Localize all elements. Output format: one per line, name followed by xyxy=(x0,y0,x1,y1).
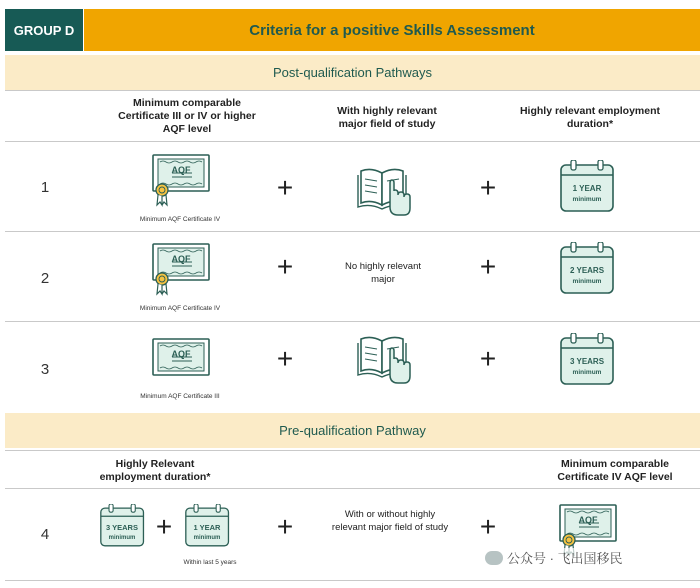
wechat-icon xyxy=(485,551,503,565)
divider xyxy=(5,141,700,142)
within-caption: Within last 5 years xyxy=(183,559,237,566)
calendar-duration: 1 YEAR xyxy=(193,523,221,532)
book-icon xyxy=(357,163,413,219)
plus-sign: + xyxy=(276,172,294,203)
plus-sign: + xyxy=(479,511,497,542)
watermark: 公众号 · 飞出国移民 xyxy=(485,548,623,567)
row-number: 2 xyxy=(40,270,50,287)
calendar-duration: 3 YEARS xyxy=(569,357,605,366)
calendar-duration: 1 YEAR xyxy=(572,184,602,193)
middle-criterion: With or without highly relevant major field of study xyxy=(331,509,449,533)
certificate-caption: Minimum AQF Certificate IV xyxy=(139,305,221,312)
calendar-icon xyxy=(560,333,616,387)
book-icon xyxy=(357,331,413,387)
calendar-minimum: minimum xyxy=(572,369,602,376)
group-label: GROUP D xyxy=(5,9,83,51)
certificate-icon xyxy=(149,337,215,381)
row-number: 4 xyxy=(40,526,50,543)
certificate-label: AQF xyxy=(171,349,191,359)
calendar-icon xyxy=(100,504,146,550)
divider xyxy=(5,450,700,451)
certificate-caption: Minimum AQF Certificate III xyxy=(140,393,220,400)
calendar-icon xyxy=(560,160,616,214)
column-header-qualification: Minimum comparable Certificate III or IV or higher AQF level xyxy=(118,97,256,135)
calendar-icon xyxy=(560,242,616,296)
row-number: 3 xyxy=(40,361,50,378)
column-header-major: With highly relevant major field of study xyxy=(337,105,437,130)
certificate-label: AQF xyxy=(171,165,191,175)
row-number: 1 xyxy=(40,179,50,196)
column-header-employment: Highly relevant employment duration* xyxy=(519,105,661,130)
plus-sign: + xyxy=(479,172,497,203)
calendar-minimum: minimum xyxy=(193,535,221,541)
calendar-duration: 2 YEARS xyxy=(569,266,605,275)
divider xyxy=(5,580,700,581)
certificate-icon xyxy=(149,153,215,209)
certificate-icon xyxy=(149,242,215,298)
divider xyxy=(5,321,700,322)
post-qualification-band: Post-qualification Pathways xyxy=(5,55,700,90)
divider xyxy=(5,488,700,489)
certificate-caption: Minimum AQF Certificate IV xyxy=(139,216,221,223)
middle-criterion: No highly relevant major xyxy=(344,261,422,285)
divider xyxy=(5,231,700,232)
plus-sign: + xyxy=(276,251,294,282)
plus-sign: + xyxy=(479,343,497,374)
calendar-icon xyxy=(185,504,231,550)
plus-sign: + xyxy=(276,343,294,374)
page-title: Criteria for a positive Skills Assessment xyxy=(84,9,700,51)
calendar-duration: 3 YEARS xyxy=(106,523,138,532)
certificate-label: AQF xyxy=(171,254,191,264)
calendar-minimum: minimum xyxy=(108,535,136,541)
calendar-minimum: minimum xyxy=(572,196,602,203)
certificate-label: AQF xyxy=(578,515,598,525)
plus-sign: + xyxy=(276,511,294,542)
pre-qualification-band: Pre-qualification Pathway xyxy=(5,413,700,448)
column-header-pre-qualification: Minimum comparable Certificate IV AQF level xyxy=(557,458,673,483)
plus-sign: + xyxy=(155,511,173,542)
calendar-minimum: minimum xyxy=(572,278,602,285)
column-header-pre-employment: Highly Relevant employment duration* xyxy=(99,458,211,483)
divider xyxy=(5,90,700,91)
plus-sign: + xyxy=(479,251,497,282)
